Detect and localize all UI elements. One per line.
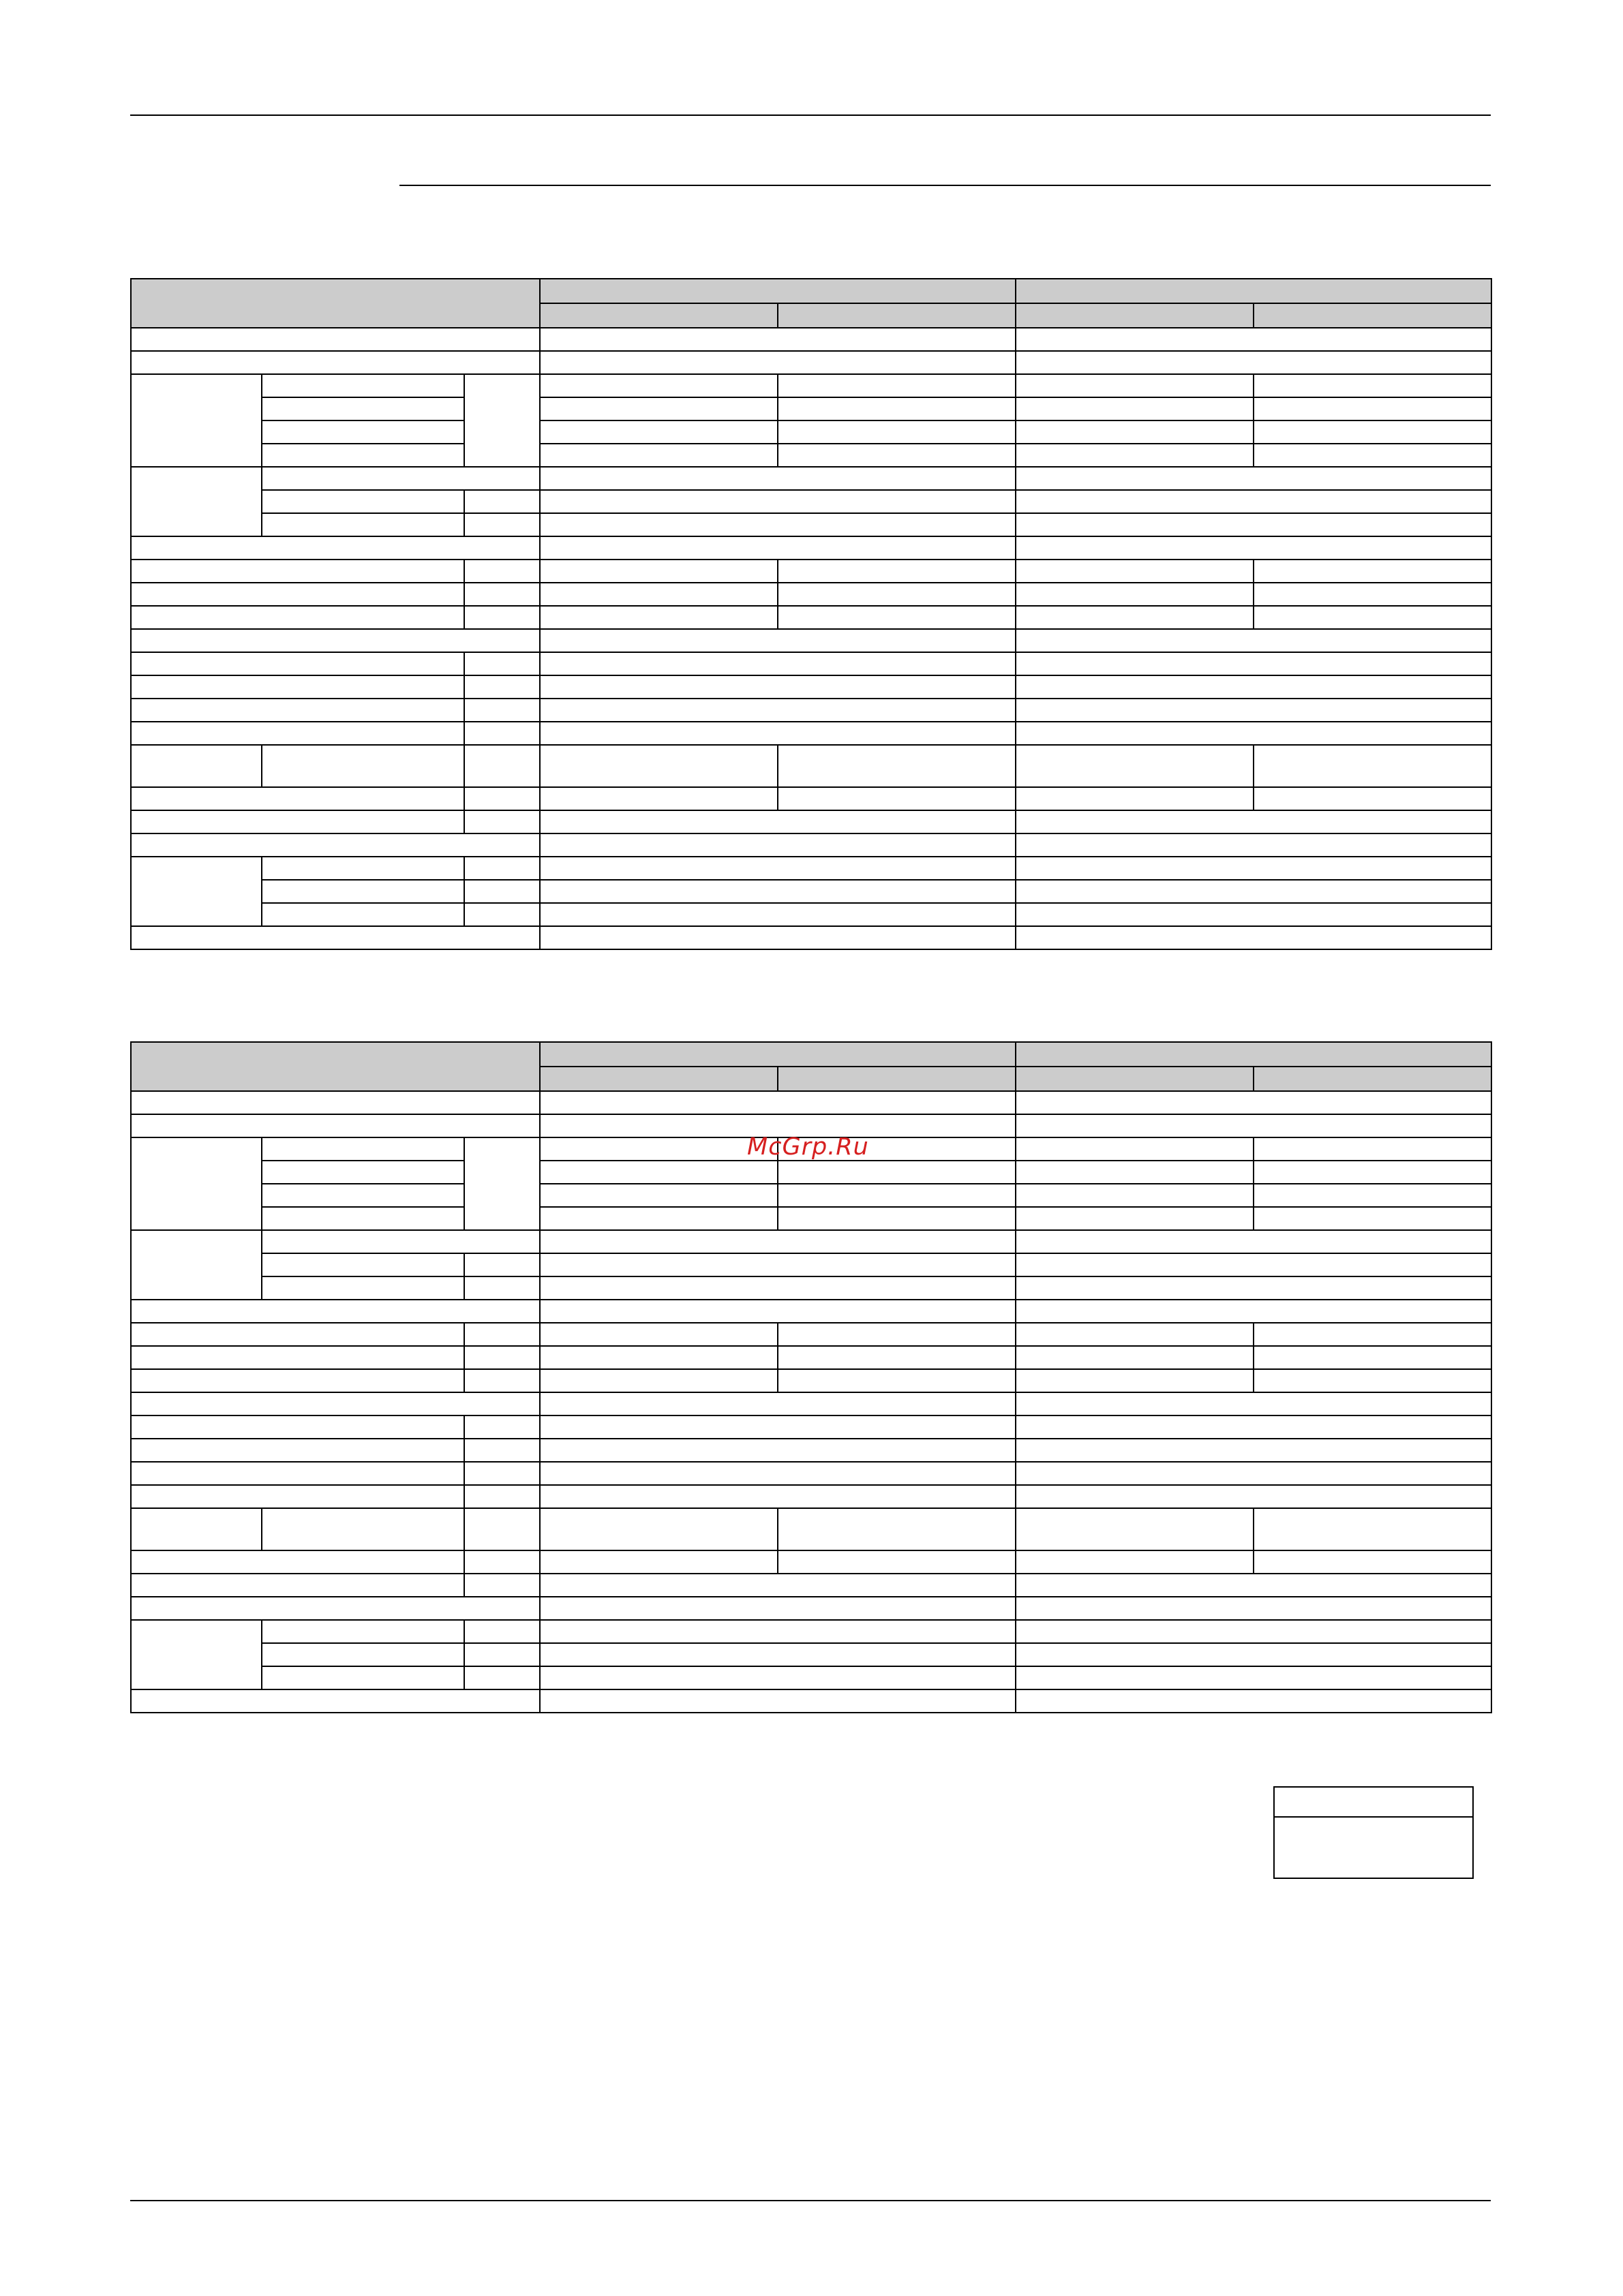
mode-header <box>1016 303 1254 328</box>
spec-table-1 <box>130 278 1492 950</box>
table-row <box>131 1439 1491 1462</box>
mode-header <box>778 1067 1016 1091</box>
table-row <box>131 1091 1491 1114</box>
table-row <box>131 1300 1491 1323</box>
table-row <box>131 699 1491 722</box>
table-row <box>131 397 1491 420</box>
table-row <box>131 1184 1491 1207</box>
table-row <box>131 903 1491 926</box>
header-rule <box>130 114 1491 116</box>
table-row <box>131 1643 1491 1666</box>
table-header-row <box>131 279 1491 303</box>
table-row <box>131 1323 1491 1346</box>
table-row <box>131 1597 1491 1620</box>
table-row <box>131 652 1491 675</box>
table-row <box>131 444 1491 467</box>
table-row <box>131 1253 1491 1276</box>
table-row <box>131 1369 1491 1392</box>
mode-header <box>1254 1067 1491 1091</box>
table-row <box>131 833 1491 857</box>
table-row <box>131 467 1491 490</box>
table-row <box>131 1485 1491 1508</box>
model-group-header <box>540 1042 1016 1067</box>
table-row <box>131 374 1491 397</box>
footer-rule <box>130 2200 1491 2201</box>
table-row <box>131 1508 1491 1550</box>
model-group-header <box>1016 1042 1491 1067</box>
watermark-text: McGrp.Ru <box>747 1133 869 1161</box>
table-row <box>131 1392 1491 1415</box>
mode-header <box>778 303 1016 328</box>
table-row <box>131 926 1491 949</box>
table-row <box>131 351 1491 374</box>
table-row <box>131 810 1491 833</box>
mode-header <box>540 303 778 328</box>
table-row <box>131 1276 1491 1300</box>
title-underline <box>399 185 1491 186</box>
mode-header <box>1016 1067 1254 1091</box>
model-group-header <box>1016 279 1491 303</box>
table-row <box>131 1161 1491 1184</box>
table-row <box>131 328 1491 351</box>
table-row <box>131 629 1491 652</box>
table-row <box>131 583 1491 606</box>
table-row <box>131 1462 1491 1485</box>
table-row <box>131 1689 1491 1713</box>
table-row <box>131 1620 1491 1643</box>
header-corner-cell <box>131 279 540 328</box>
table-row <box>131 787 1491 810</box>
model-group-header <box>540 279 1016 303</box>
header-corner-cell <box>131 1042 540 1091</box>
table-row <box>131 1574 1491 1597</box>
note-box <box>1273 1786 1474 1879</box>
table-row <box>131 1666 1491 1689</box>
table-header-row <box>131 1042 1491 1067</box>
table-row <box>131 1415 1491 1439</box>
table-row <box>131 880 1491 903</box>
table-row <box>131 490 1491 513</box>
table-row <box>131 560 1491 583</box>
table-row <box>131 1230 1491 1253</box>
table-row <box>131 1550 1491 1574</box>
table-row <box>131 420 1491 444</box>
table-row <box>131 745 1491 787</box>
table-row <box>131 1207 1491 1230</box>
mode-header <box>540 1067 778 1091</box>
table-row <box>131 857 1491 880</box>
table-row <box>131 606 1491 629</box>
mode-header <box>1254 303 1491 328</box>
table-row <box>131 1346 1491 1369</box>
table-row <box>131 536 1491 560</box>
table-row <box>131 722 1491 745</box>
table-row <box>131 675 1491 699</box>
table-row <box>131 513 1491 536</box>
note-box-divider <box>1275 1816 1472 1818</box>
